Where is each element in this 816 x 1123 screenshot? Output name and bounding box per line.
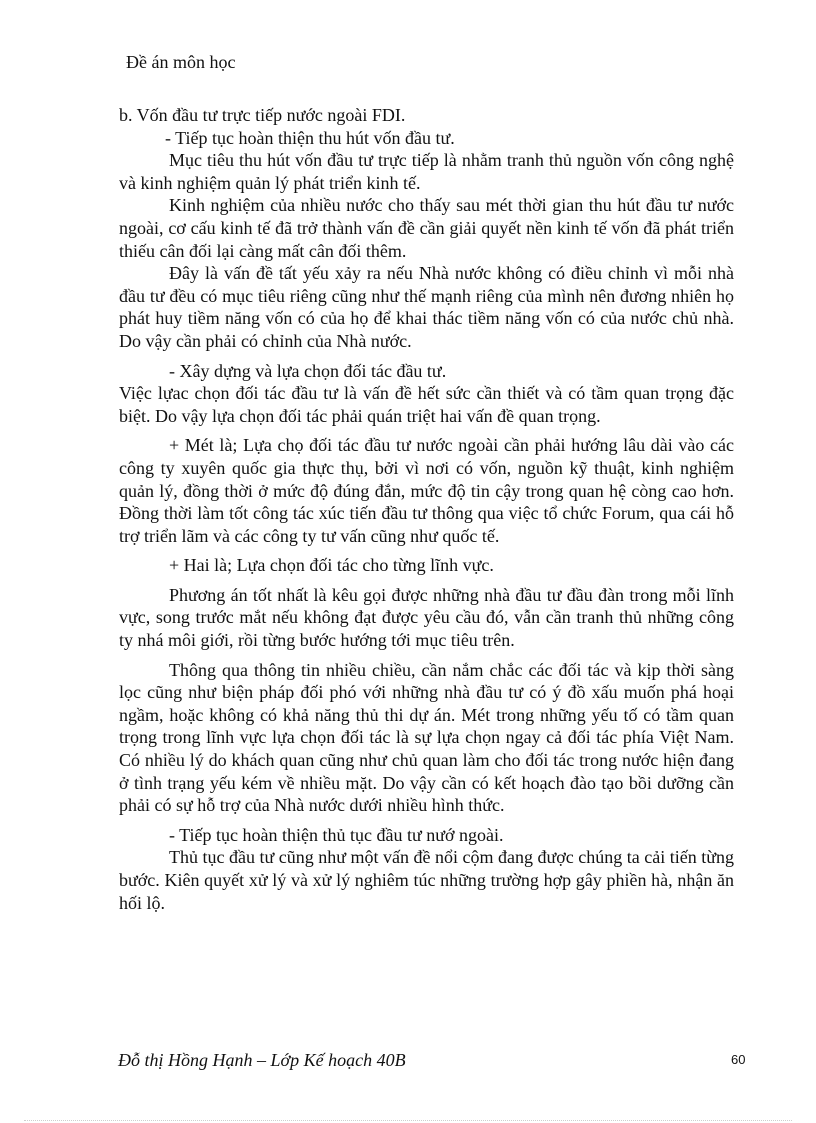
page-number: 60 (731, 1052, 746, 1067)
paragraph-first-point: + Mét là; Lựa chọ đối tác đầu tư nước ngoài cần phải hướng lâu dài vào các công ty xuyên quốc gia thực thụ, bởi vì nơi có vốn, nguồn kỹ thuật, kinh nghiệm quản lý, đồng thời ở mức độ đúng đắn, mức độ tin cậy trong quan hệ còng cao hơn. Đồng thời làm tốt công tác xúc tiến đầu tư thông qua việc tổ chức Forum, qua cái hỗ trợ triển lãm và các công ty tư vấn cũng như quốc tế. (119, 435, 734, 546)
subheading-select-partners: - Xây dựng và lựa chọn đối tác đầu tư. (169, 360, 447, 381)
document-body (119, 104, 734, 914)
page-header-title: Đề án môn học (126, 52, 236, 72)
subheading-second-point: + Hai là; Lựa chọn đối tác cho từng lĩnh vực. (169, 555, 494, 576)
paragraph: Kinh nghiệm của nhiều nước cho thấy sau mét thời gian thu hút đầu tư nước ngoài, cơ cấu kinh tế đã trở thành vấn đề cần giải quyết nền kinh tế vốn đã phát triển thiếu cân đối lại càng mất cân đối thêm. (119, 195, 734, 261)
section-heading: b. Vốn đầu tư trực tiếp nước ngoài FDI. (119, 105, 406, 125)
subheading-procedures: - Tiếp tục hoàn thiện thủ tục đầu tư nướ ngoài. (169, 824, 504, 845)
paragraph: Việc lựac chọn đối tác đầu tư là vấn đề hết sức cần thiết và có tầm quan trọng đặc biệt. Do vậy lựa chọn đối tác phải quán triệt hai vấn đề quan trọng. (119, 383, 734, 426)
paragraph: Thủ tục đầu tư cũng như một vấn đề nổi cộm đang được chúng ta cải tiến từng bước. Kiên quyết xử lý và xử lý nghiêm túc những trường hợp gây phiền hà, nhận ăn hối lộ. (119, 847, 734, 913)
subheading-attract-investment: - Tiếp tục hoàn thiện thu hút vốn đầu tư. (165, 127, 455, 148)
page-bottom-divider (24, 1120, 792, 1121)
paragraph: Mục tiêu thu hút vốn đầu tư trực tiếp là nhằm tranh thủ nguồn vốn công nghệ và kinh nghiệm quản lý phát triển kinh tế. (119, 150, 734, 193)
paragraph: Thông qua thông tin nhiều chiều, cần nắm chắc các đối tác và kịp thời sàng lọc cũng như biện pháp đối phó với những nhà đầu tư có ý đồ xấu muốn phá hoại ngầm, hoặc không có khả năng thủ thi dự án. Mét trong những yếu tố có tầm quan trọng trong lĩnh vực lựa chọn đối tác là sự lựa chọn ngay cả đối tác phía Việt Nam. Có nhiều lý do khách quan cũng như chủ quan làm cho đối tác trong nước hiện đang ở tình trạng yếu kém về nhiều mặt. Do vậy cần có kết hoạch đào tạo bồi dưỡng cần phải có sự hỗ trợ của Nhà nước dưới nhiều hình thức. (119, 659, 734, 816)
footer-author: Đỗ thị Hồng Hạnh – Lớp Kế hoạch 40B (118, 1050, 406, 1070)
paragraph: Đây là vấn đề tất yếu xảy ra nếu Nhà nước không có điều chỉnh vì mỗi nhà đầu tư đều có mục tiêu riêng cũng như thế mạnh riêng của mình nên đương nhiên họ phát huy tiềm năng vốn có của họ để khai thác tiềm năng vốn có của nước chủ nhà. Do vậy cần phải có chỉnh của Nhà nước. (119, 263, 734, 351)
paragraph: Phương án tốt nhất là kêu gọi được những nhà đầu tư đầu đàn trong mỗi lĩnh vực, song trước mắt nếu không đạt được yêu cầu đó, vẫn cần tranh thủ những công ty nhá môi giới, rồi từng bước hướng tới mục tiêu trên. (119, 584, 734, 651)
